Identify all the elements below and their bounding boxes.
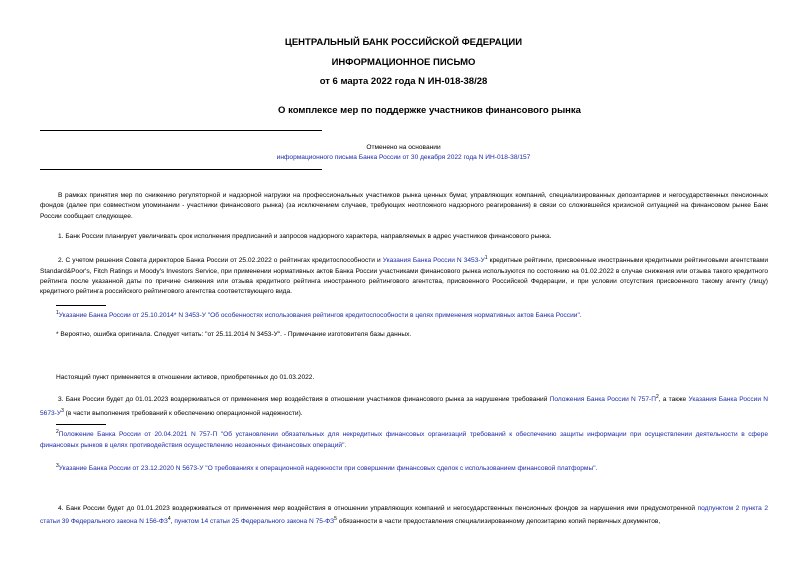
link-ukazanie-3453[interactable]: Указания Банка России N 3453-У: [382, 257, 485, 265]
paragraph-2-text-a: 2. С учетом решения Совета директоров Банка России от 25.02.2022 о рейтингах кредитоспособности и: [58, 257, 383, 265]
paragraph-intro: [40, 191, 768, 222]
paragraph-1-text: 1. Банк России планирует увеличивать срок исполнения предписаний и запросов надзорного характера, направляемых в адрес участников финансового рынка.: [58, 233, 552, 240]
footnote-ref-2[interactable]: 2: [655, 394, 659, 400]
paragraph-4-text-b: ,: [170, 518, 175, 526]
cancel-note-text: Отменено на основании: [366, 144, 441, 151]
link-156-fz[interactable]: подпунктом 2 пункта 2 статьи 39 Федерального закона N 156-ФЗ: [40, 505, 768, 526]
paragraph-3-text-b: , а также: [658, 396, 689, 404]
footnote-3: [56, 461, 776, 475]
paragraph-4-text-c: обязанности в части предоставления специализированному депозитарию копий первичных документов,: [336, 518, 661, 526]
divider-top: [40, 130, 322, 131]
footnote-2-link[interactable]: Положение Банка России от 20.04.2021 N 757-П "Об установлении обязательных для некредитных финансовых организаций требований к обеспечению защиты информации при осуществлении деятельности в сфере финансовых рынков в целях противодействия осуществлению незаконных финансовых операций".: [40, 431, 768, 449]
doc-title: О комплексе мер по поддержке участников финансового рынка: [278, 105, 581, 116]
footnote-ref-4[interactable]: 4: [167, 516, 171, 523]
footnote-1-mark: 1: [56, 310, 59, 316]
org-name: ЦЕНТРАЛЬНЫЙ БАНК РОССИЙСКОЙ ФЕДЕРАЦИИ: [284, 37, 523, 48]
link-75-fz[interactable]: пунктом 14 статьи 25 Федерального закона N 75-ФЗ: [174, 518, 335, 526]
paragraph-4: [40, 504, 768, 528]
footnote-3-link[interactable]: Указание Банка России от 23.12.2020 N 5673-У "О требованиях к операционной надежности при совершении финансовых сделок с использованием финансовой платформы".: [58, 465, 598, 473]
footnote-1: [56, 308, 776, 322]
footnote-1-note: * Вероятно, ошибка оригинала. Следует читать: "от 25.11.2014 N 3453-У". - Примечание изготовителя базы данных.: [56, 331, 412, 338]
footnote-ref-1[interactable]: 1: [484, 255, 488, 261]
paragraph-applies: Настоящий пункт применяется в отношении активов, приобретенных до 01.03.2022.: [56, 374, 315, 381]
doc-date-number: от 6 марта 2022 года N ИН-018-38/28: [319, 76, 488, 87]
paragraph-4-text-a: 4. Банк России будет до 01.01.2023 воздерживаться от применения мер воздействия в отношении управляющих компаний и негосударственных пенсионных фондов за нарушения ими предусмотренной: [58, 505, 698, 512]
paragraph-3-text-c: (в части выполнения требований к обеспечению операционной надежности).: [63, 409, 303, 417]
footnote-ref-3[interactable]: 3: [61, 407, 64, 414]
footnote-2-mark: 2: [56, 429, 59, 435]
footnote-ref-5[interactable]: 5: [334, 516, 337, 523]
paragraph-intro-text: В рамках принятия мер по снижению регуляторной и надзорной нагрузки на профессиональных участников рынка ценных бумаг, управляющих компаний, специализированных депозитариев и негосударственных пенсионных фондов (далее при совместном упоминании - участники финансового рынка) (за исключением случаев, требующих неотложного надзорного реагирования) в связи со сложившейся кризисной ситуацией на финансовом рынке Банк России сообщает следующее.: [40, 192, 768, 220]
paragraph-3-text-a: 3. Банк России будет до 01.01.2023 воздерживаться от применения мер воздействия в отношении участников финансового рынка за нарушение требований: [58, 396, 550, 404]
footnote-3-mark: 3: [56, 463, 59, 469]
divider-bottom: [40, 169, 322, 170]
footnote-divider-2: [56, 424, 106, 425]
paragraph-2: [40, 253, 768, 298]
cancel-note-link[interactable]: информационного письма Банка России от 30 декабря 2022 года N ИН-018-38/157: [276, 154, 531, 161]
footnote-divider-1: [56, 305, 106, 306]
paragraph-3: [40, 392, 768, 419]
paragraph-1: [40, 232, 768, 242]
footnote-1-link[interactable]: Указание Банка России от 25.10.2014* N 3453-У "Об особенностях использования рейтингов кредитоспособности в целях применения нормативных актов Банка России".: [58, 312, 582, 320]
link-polozhenie-757[interactable]: Положения Банка России N 757-П: [549, 396, 656, 404]
footnote-2: [40, 427, 768, 451]
link-ukazanie-5673[interactable]: Указания Банка России N 5673-У: [40, 396, 768, 417]
doc-type: ИНФОРМАЦИОННОЕ ПИСЬМО: [331, 57, 476, 68]
paragraph-2-text-b: кредитные рейтинги, присвоенные иностранными кредитными рейтинговыми агентствами Standard&Poor's, Fitch Ratings и Moody's Investors Service, при применении нормативных актов Банка России участниками финансового рынка используются по состоянию на 01.02.2022 в случае снижения или отзыва такого кредитного рейтинга после указанной даты по причине снижения или отзыва кредитного рейтинга иностранного рейтингового агентства, присвоенного Российской Федерации, и при условии отсутствия присвоенного такому агенту (лицу) кредитного рейтинга российского рейтингового агентства соответствующего вида.: [40, 257, 768, 296]
